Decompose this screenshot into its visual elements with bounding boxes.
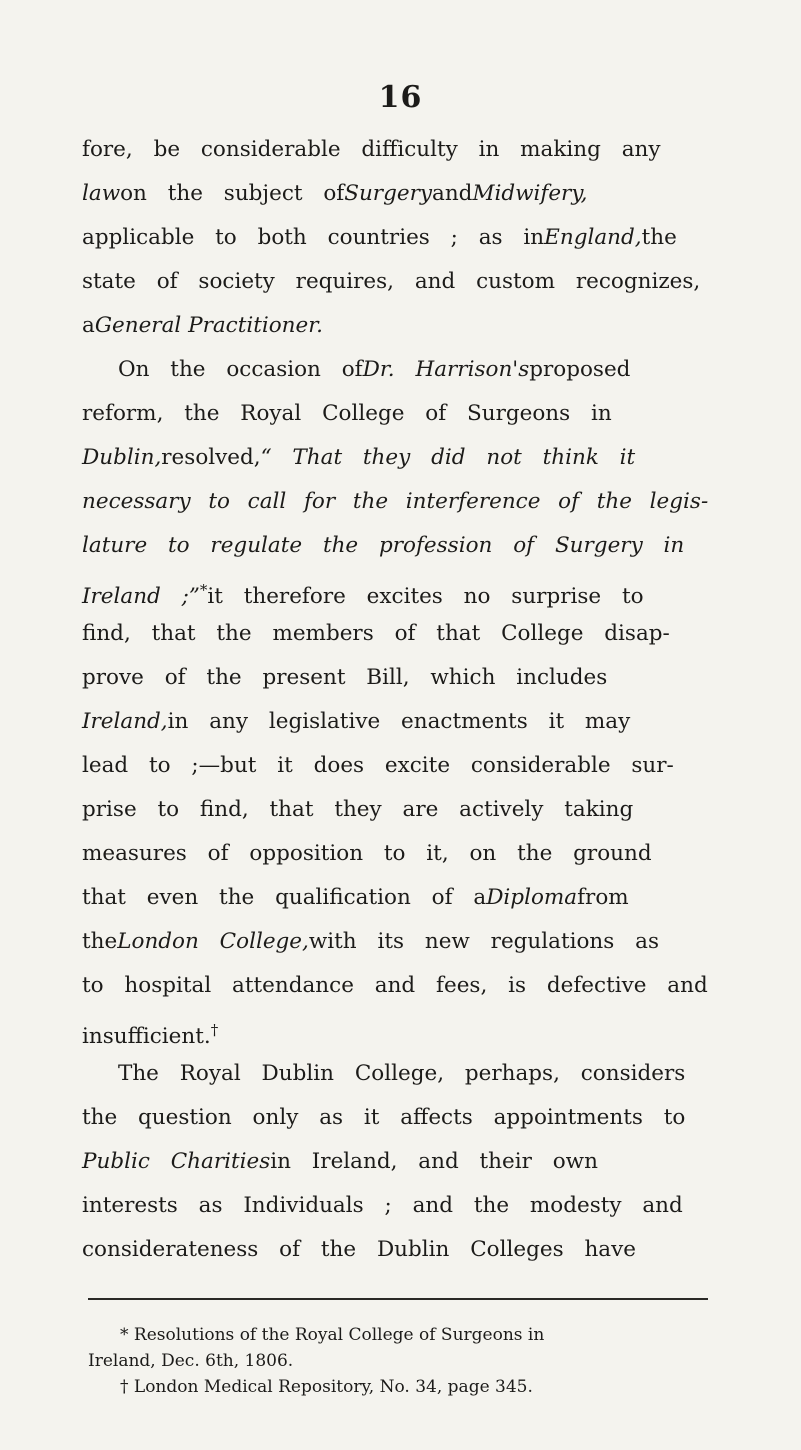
- italic-text: Ireland,: [82, 709, 168, 734]
- text-span: measures of opposition to it, on the ground: [82, 841, 652, 866]
- text-span: [82, 568, 644, 612]
- footnote-divider: [88, 1298, 708, 1300]
- footnote-2: † London Medical Repository, No. 34, page 345.: [120, 1377, 533, 1397]
- text-span: reform, the Royal College of Surgeons in: [82, 401, 612, 426]
- text-line: [82, 128, 708, 172]
- italic-text: Surgery: [344, 181, 432, 206]
- text-span: [82, 876, 629, 920]
- text-span: applicable to both countries ; as in: [82, 225, 545, 250]
- text-line: [82, 524, 708, 568]
- text-span: insufficient.: [82, 1024, 211, 1049]
- footnote-marker: *: [199, 581, 208, 599]
- text-line: [82, 1228, 708, 1272]
- text-span: [118, 348, 630, 392]
- text-line: [82, 172, 708, 216]
- text-span: [82, 1140, 598, 1184]
- text-line: [82, 964, 708, 1008]
- text-span: from: [577, 885, 629, 910]
- text-line: [82, 1184, 708, 1228]
- text-span: proposed: [529, 357, 631, 382]
- text-span: the: [641, 225, 677, 250]
- text-span: the: [82, 929, 118, 954]
- text-span: [82, 172, 587, 216]
- text-line: [82, 1052, 708, 1096]
- italic-text: necessary to call for the interference of the legis-: [82, 489, 709, 514]
- text-span: [82, 216, 677, 260]
- text-span: [82, 436, 635, 480]
- footnote-1-continued: Ireland, Dec. 6th, 1806.: [88, 1351, 294, 1371]
- text-span: [82, 1008, 218, 1052]
- text-line: [82, 480, 708, 524]
- text-line: [82, 656, 708, 700]
- text-span: with its new regulations as: [308, 929, 659, 954]
- text-span: that even the qualification of a: [82, 885, 487, 910]
- italic-text: lature to regulate the profession of Surgery in: [82, 533, 685, 558]
- text-line: [82, 216, 708, 260]
- text-span: interests as Individuals ; and the modesty and: [82, 1193, 683, 1218]
- text-line: [82, 392, 708, 436]
- page-number: 16: [378, 80, 423, 115]
- text-span: considerateness of the Dublin Colleges have: [82, 1237, 636, 1262]
- text-span: and: [432, 181, 473, 206]
- text-line: [82, 612, 708, 656]
- text-span: on the subject of: [120, 181, 345, 206]
- text-line: [82, 1008, 708, 1052]
- italic-text: Ireland ;”: [82, 584, 200, 609]
- text-span: prise to find, that they are actively taking: [82, 797, 634, 822]
- text-line: [82, 1140, 708, 1184]
- text-span: find, that the members of that College disap-: [82, 621, 670, 646]
- italic-text: Public Charities: [82, 1149, 271, 1174]
- footnotes: [88, 1322, 708, 1400]
- italic-text: Dublin,: [82, 445, 162, 470]
- italic-text: General Practitioner.: [94, 313, 324, 338]
- italic-text: London College,: [117, 929, 309, 954]
- text-span: lead to ;—but it does excite considerable sur-: [82, 753, 674, 778]
- text-span: [82, 304, 323, 348]
- text-line: [82, 920, 708, 964]
- text-span: the question only as it affects appointments to: [82, 1105, 686, 1130]
- text-span: [82, 700, 630, 744]
- text-line: [82, 832, 708, 876]
- italic-text: Diploma: [486, 885, 578, 910]
- italic-text: law: [82, 181, 121, 206]
- italic-text: Dr. Harrison's: [362, 357, 530, 382]
- text-line: [82, 568, 708, 612]
- text-line: [82, 260, 708, 304]
- text-line: [82, 700, 708, 744]
- body-text: [82, 128, 708, 1272]
- footnote-marker: †: [210, 1021, 219, 1039]
- text-span: in any legislative enactments it may: [167, 709, 631, 734]
- text-line: [82, 744, 708, 788]
- footnote-1: * Resolutions of the Royal College of Surgeons in: [120, 1325, 545, 1345]
- text-span: state of society requires, and custom recognizes,: [82, 269, 701, 294]
- italic-text: “ That they did not think it: [260, 445, 636, 470]
- text-line: [82, 788, 708, 832]
- text-span: On the occasion of: [118, 357, 363, 382]
- text-line: [82, 876, 708, 920]
- text-line: [82, 436, 708, 480]
- text-span: it therefore excites no surprise to: [207, 584, 644, 609]
- text-span: prove of the present Bill, which includes: [82, 665, 608, 690]
- text-span: a: [82, 313, 95, 338]
- text-line: [82, 304, 708, 348]
- text-span: resolved,: [161, 445, 261, 470]
- italic-text: Midwifery,: [472, 181, 588, 206]
- text-span: [82, 920, 659, 964]
- text-line: [82, 1096, 708, 1140]
- text-line: [82, 348, 708, 392]
- text-span: The Royal Dublin College, perhaps, considers: [118, 1061, 686, 1086]
- italic-text: England,: [544, 225, 642, 250]
- text-span: to hospital attendance and fees, is defective and: [82, 973, 708, 998]
- text-span: fore, be considerable difficulty in making any: [82, 137, 661, 162]
- text-span: in Ireland, and their own: [270, 1149, 598, 1174]
